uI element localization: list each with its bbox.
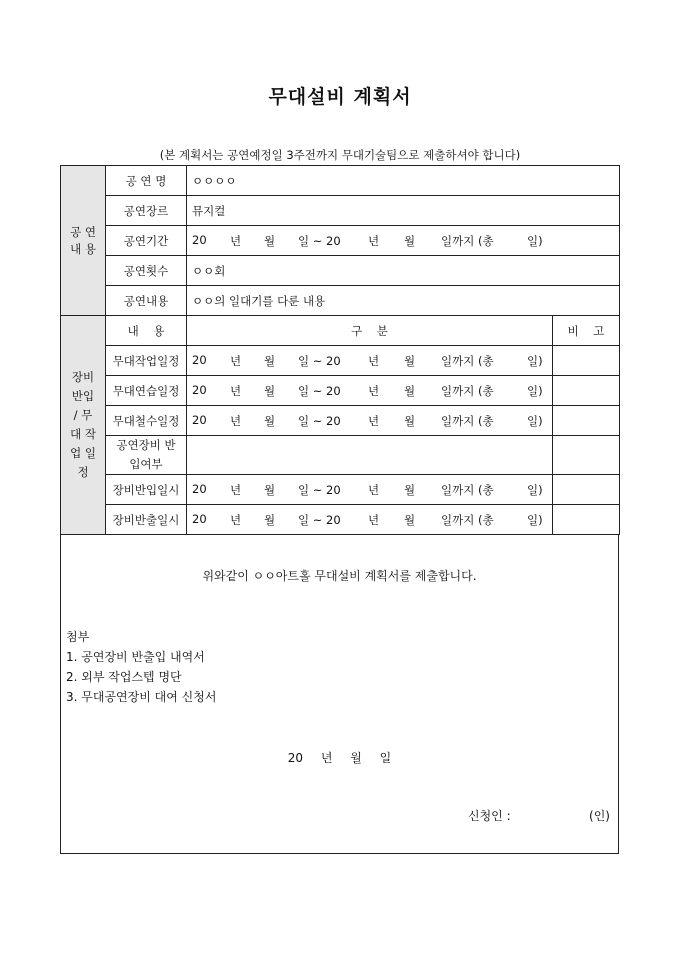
- row-label: 무대작업일정: [106, 346, 187, 376]
- table-row: [61, 196, 620, 226]
- table-row: [61, 226, 620, 256]
- submission-date: 20 년 월 일: [287, 751, 392, 765]
- stage-rehearsal-date: [187, 376, 553, 406]
- seal-mark: (인): [589, 809, 610, 823]
- row-label: 공연장비 반입여부: [106, 436, 187, 475]
- remark-cell: [553, 406, 620, 436]
- equipment-out-date: [187, 505, 553, 535]
- remark-cell: [553, 376, 620, 406]
- table-row: [61, 166, 620, 196]
- stage-work-date: [187, 346, 553, 376]
- header-content: 내 용: [106, 316, 187, 346]
- date-range: 20 년 월 일 ~ 20 년 월 일까지 (총 일): [192, 412, 543, 428]
- performance-genre-value: 뮤지컬: [187, 196, 620, 226]
- remark-cell: [553, 436, 620, 475]
- row-label: 무대철수일정: [106, 406, 187, 436]
- header-division: 구 분: [187, 316, 553, 346]
- table-row: [61, 376, 620, 406]
- date-range: 20 년 월 일 ~ 20 년 월 일까지 (총 일): [192, 232, 543, 248]
- table-row: [61, 505, 620, 535]
- attachment-item: 1. 공연장비 반출입 내역서: [66, 650, 205, 664]
- date-range: 20 년 월 일 ~ 20 년 월 일까지 (총 일): [192, 481, 543, 497]
- row-label: 무대연습일정: [106, 376, 187, 406]
- row-label: 장비반출일시: [106, 505, 187, 535]
- header-remark: 비 고: [553, 316, 620, 346]
- performance-content-value: ㅇㅇ의 일대기를 다룬 내용: [187, 286, 620, 316]
- performance-title-value: ㅇㅇㅇㅇ: [187, 166, 620, 196]
- document-title: 무대설비 계획서: [268, 86, 412, 108]
- remark-cell: [553, 475, 620, 505]
- submission-notice: (본 계획서는 공연예정일 3주전까지 무대기술팀으로 제출하셔야 합니다): [159, 148, 521, 162]
- equipment-import-status: [187, 436, 553, 475]
- attachment-item: 2. 외부 작업스텝 명단: [66, 670, 182, 684]
- date-range: 20 년 월 일 ~ 20 년 월 일까지 (총 일): [192, 382, 543, 398]
- row-label: 장비반입일시: [106, 475, 187, 505]
- table-row: [61, 256, 620, 286]
- declaration-text: 위와같이 ㅇㅇ아트홀 무대설비 계획서를 제출합니다.: [202, 569, 477, 583]
- table-row: [61, 316, 620, 346]
- stage-teardown-date: [187, 406, 553, 436]
- row-label: 공연장르: [106, 196, 187, 226]
- row-label: 공연내용: [106, 286, 187, 316]
- attachments: [66, 627, 216, 707]
- remark-cell: [553, 505, 620, 535]
- schedule-section-label: 장비 반입 / 무대 작업 일정: [61, 316, 106, 535]
- table-row: [61, 406, 620, 436]
- plan-form-table: [60, 165, 620, 535]
- remark-cell: [553, 346, 620, 376]
- attachment-item: 3. 무대공연장비 대여 신청서: [66, 690, 217, 704]
- applicant-label: 신청인 :: [468, 809, 511, 823]
- performance-count-value: ㅇㅇ회: [187, 256, 620, 286]
- table-row: [61, 286, 620, 316]
- row-label: 공연기간: [106, 226, 187, 256]
- date-range: 20 년 월 일 ~ 20 년 월 일까지 (총 일): [192, 352, 543, 368]
- performance-section-label: 공 연 내 용: [61, 166, 106, 316]
- row-label: 공연횟수: [106, 256, 187, 286]
- attachments-heading: 첨부: [66, 630, 90, 644]
- declaration-box: [60, 535, 619, 854]
- date-range: 20 년 월 일 ~ 20 년 월 일까지 (총 일): [192, 511, 543, 527]
- equipment-in-date: [187, 475, 553, 505]
- table-row: [61, 475, 620, 505]
- performance-period-value: [187, 226, 620, 256]
- table-row: [61, 346, 620, 376]
- row-label: 공 연 명: [106, 166, 187, 196]
